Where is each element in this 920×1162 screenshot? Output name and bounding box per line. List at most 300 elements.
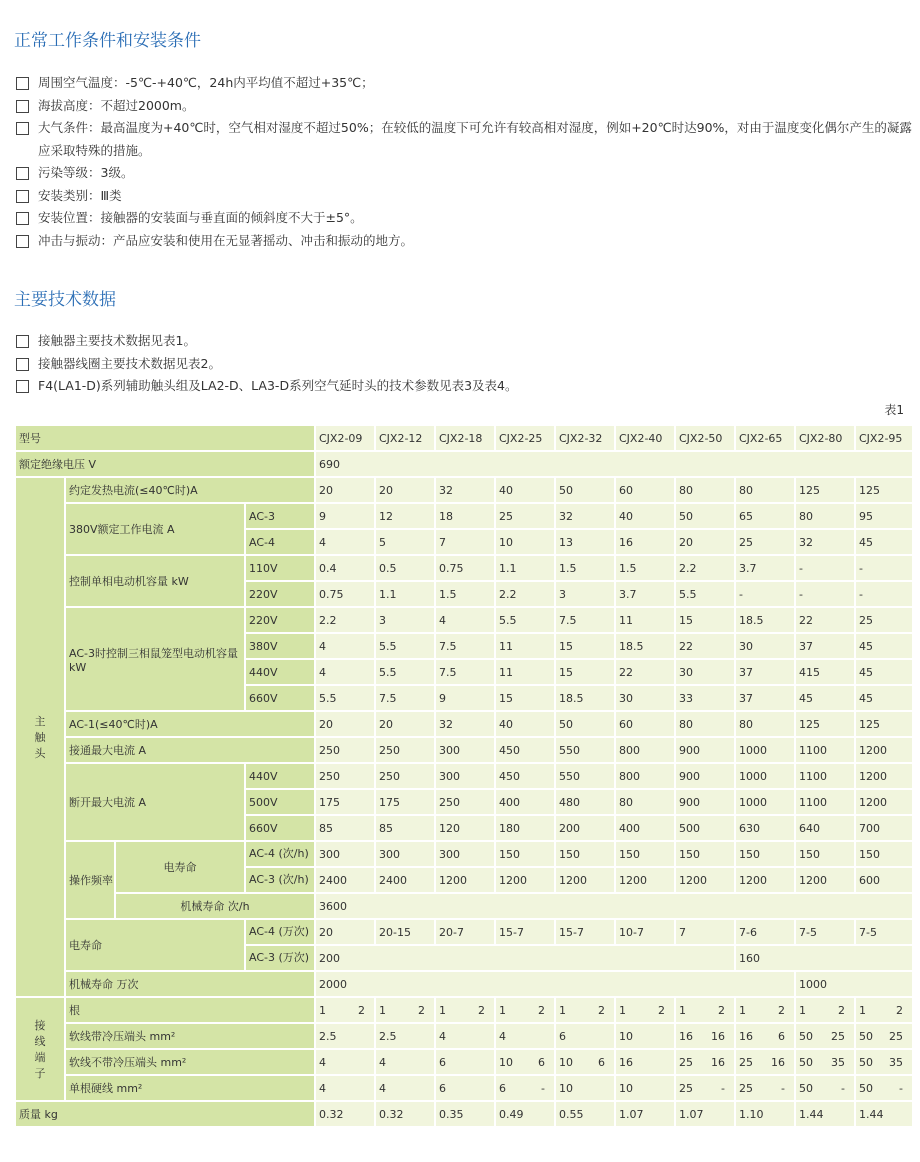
list-item-text: 周围空气温度：-5℃-+40℃，24h内平均值不超过+35℃；	[38, 75, 374, 90]
value-cell: 150	[556, 842, 616, 868]
value-cell	[556, 1024, 616, 1050]
value-cell: 0.49	[496, 1102, 556, 1128]
table-row	[16, 478, 914, 504]
value-text: 4	[319, 1081, 326, 1095]
value-cell: 0.75	[316, 582, 376, 608]
table-row	[16, 452, 914, 478]
value-text: 6	[559, 1029, 566, 1043]
sub-label: AC-3 (次/h)	[246, 868, 316, 894]
value-cell: 5	[376, 530, 436, 556]
list-item	[16, 230, 916, 253]
value-text: 2	[358, 1003, 365, 1017]
conditions-list	[16, 72, 916, 252]
value-cell: 32	[796, 530, 856, 556]
value-cell: 4	[316, 660, 376, 686]
value-cell	[676, 1050, 736, 1076]
value-cell: 60	[616, 712, 676, 738]
value-text: 2	[598, 1003, 605, 1017]
value-cell: 20	[376, 712, 436, 738]
value-cell	[736, 1050, 796, 1076]
value-text: 6	[499, 1081, 506, 1095]
value-cell: 4	[316, 530, 376, 556]
value-cell: 85	[316, 816, 376, 842]
sub-label: 660V	[246, 816, 316, 842]
value-cell: 1200	[736, 868, 796, 894]
value-cell	[736, 998, 796, 1024]
value-text: 2	[478, 1003, 485, 1017]
value-text: 16	[771, 1055, 785, 1069]
value-text: 2	[658, 1003, 665, 1017]
value-cell: 22	[796, 608, 856, 634]
value-cell: 160	[736, 946, 914, 972]
value-text: 25	[831, 1029, 845, 1043]
value-cell: 5.5	[676, 582, 736, 608]
checkbox-icon	[16, 167, 29, 180]
list-item-text: 污染等级：3级。	[38, 165, 134, 180]
model-header: CJX2-50	[676, 426, 736, 452]
value-cell: 250	[316, 764, 376, 790]
table-caption: 表1	[884, 403, 904, 417]
value-cell: 33	[676, 686, 736, 712]
value-text: 35	[889, 1055, 903, 1069]
value-cell: 300	[436, 842, 496, 868]
value-cell	[316, 1024, 376, 1050]
value-cell: 0.75	[436, 556, 496, 582]
value-cell: 550	[556, 764, 616, 790]
value-cell: 11	[616, 608, 676, 634]
value-cell: 80	[676, 712, 736, 738]
table-row	[16, 998, 914, 1024]
value-cell: 50	[556, 712, 616, 738]
list-item-text: 海拔高度：不超过2000m。	[38, 97, 195, 113]
value-cell: 125	[856, 712, 914, 738]
value-cell: 1200	[616, 868, 676, 894]
value-cell: 20	[316, 920, 376, 946]
value-cell	[496, 1050, 556, 1076]
checkbox-icon	[16, 122, 29, 135]
value-cell	[376, 1024, 436, 1050]
value-cell: 7.5	[556, 608, 616, 634]
value-cell	[436, 1050, 496, 1076]
value-cell: 0.5	[376, 556, 436, 582]
value-cell: 1000	[736, 764, 796, 790]
sub-label: 110V	[246, 556, 316, 582]
value-text: 10	[619, 1029, 633, 1043]
value-cell: 80	[736, 478, 796, 504]
value-cell	[376, 998, 436, 1024]
value-cell: 7.5	[436, 634, 496, 660]
value-cell	[436, 1024, 496, 1050]
value-cell: 15	[496, 686, 556, 712]
group-label: AC-3时控制三相鼠笼型电动机容量 kW	[66, 608, 246, 712]
value-cell: 900	[676, 764, 736, 790]
table-row	[16, 1102, 914, 1128]
value-cell: -	[736, 582, 796, 608]
value-text: 10	[559, 1055, 573, 1069]
checkbox-icon	[16, 335, 29, 348]
value-cell: 1.5	[436, 582, 496, 608]
value-cell	[796, 1024, 856, 1050]
model-header: CJX2-65	[736, 426, 796, 452]
value-cell: 2400	[376, 868, 436, 894]
value-cell: -	[796, 556, 856, 582]
value-cell: 45	[856, 660, 914, 686]
value-cell: 150	[856, 842, 914, 868]
value-cell: 1000	[796, 972, 914, 998]
value-cell	[616, 1024, 676, 1050]
row-label: 机械寿命 万次	[66, 972, 316, 998]
value-cell	[376, 1076, 436, 1102]
sub-label: 440V	[246, 660, 316, 686]
value-cell: 12	[376, 504, 436, 530]
value-cell: 11	[496, 660, 556, 686]
value-cell: 1.5	[616, 556, 676, 582]
value-text: 10	[619, 1081, 633, 1095]
value-cell: 50	[676, 504, 736, 530]
value-cell: 13	[556, 530, 616, 556]
value-cell	[796, 998, 856, 1024]
value-text: 25	[679, 1081, 693, 1095]
value-text: 1	[499, 1003, 506, 1017]
value-cell: 300	[376, 842, 436, 868]
value-cell: 45	[856, 686, 914, 712]
model-header: CJX2-18	[436, 426, 496, 452]
row-label: AC-1(≤40℃时)A	[66, 712, 316, 738]
value-cell	[436, 998, 496, 1024]
list-item	[16, 95, 916, 118]
value-cell: 1.44	[856, 1102, 914, 1128]
list-item	[16, 330, 916, 353]
value-text: 2.5	[379, 1029, 397, 1043]
value-cell: 11	[496, 634, 556, 660]
list-item	[16, 207, 916, 230]
value-cell: 150	[736, 842, 796, 868]
value-cell: 15-7	[496, 920, 556, 946]
value-text: 16	[739, 1029, 753, 1043]
value-cell: 1100	[796, 738, 856, 764]
value-cell: 7.5	[436, 660, 496, 686]
value-cell: 1.44	[796, 1102, 856, 1128]
sub-label: 电寿命	[116, 842, 246, 894]
value-text: 16	[711, 1029, 725, 1043]
value-text: 1	[799, 1003, 806, 1017]
value-cell	[316, 1076, 376, 1102]
value-cell	[316, 1050, 376, 1076]
value-cell: 125	[796, 478, 856, 504]
value-cell: 5.5	[376, 660, 436, 686]
list-item-text: 接触器主要技术数据见表1。	[38, 333, 196, 348]
value-cell: 300	[436, 764, 496, 790]
value-cell: 630	[736, 816, 796, 842]
value-text: 35	[831, 1055, 845, 1069]
value-cell: 175	[376, 790, 436, 816]
value-cell: 1.1	[496, 556, 556, 582]
value-cell: 2.2	[496, 582, 556, 608]
value-cell: 45	[796, 686, 856, 712]
value-cell: 7.5	[376, 686, 436, 712]
value-text: 50	[859, 1029, 873, 1043]
value-cell	[616, 1050, 676, 1076]
value-cell: 0.4	[316, 556, 376, 582]
techdata-list	[16, 330, 916, 398]
value-cell: 1200	[856, 764, 914, 790]
value-cell: 3.7	[616, 582, 676, 608]
list-item	[16, 162, 916, 185]
main-contacts-label: 主 触 头	[16, 478, 66, 998]
table-row	[16, 1076, 914, 1102]
value-text: 2	[838, 1003, 845, 1017]
value-text: 1	[679, 1003, 686, 1017]
value-cell: 1.1	[376, 582, 436, 608]
value-cell: 20	[316, 478, 376, 504]
value-text: 1	[739, 1003, 746, 1017]
model-header: CJX2-09	[316, 426, 376, 452]
value-text: 50	[859, 1081, 873, 1095]
value-text: 10	[499, 1055, 513, 1069]
value-cell: 15	[556, 660, 616, 686]
value-cell	[496, 1076, 556, 1102]
value-cell: 200	[556, 816, 616, 842]
value-text: 1	[619, 1003, 626, 1017]
value-cell: 22	[616, 660, 676, 686]
value-cell: 18.5	[736, 608, 796, 634]
value-cell: 200	[316, 946, 736, 972]
value-text: 6	[598, 1055, 605, 1069]
value-cell: 7	[436, 530, 496, 556]
value-cell: 550	[556, 738, 616, 764]
header-row	[16, 426, 914, 452]
value-cell: 150	[496, 842, 556, 868]
value-text: 6	[538, 1055, 545, 1069]
table-row	[16, 894, 914, 920]
value-cell: 1.07	[616, 1102, 676, 1128]
list-item-text: 冲击与振动：产品应安装和使用在无显著摇动、冲击和振动的地方。	[38, 232, 414, 248]
value-cell: 250	[316, 738, 376, 764]
value-text: 2.5	[319, 1029, 337, 1043]
value-cell: 415	[796, 660, 856, 686]
model-header: CJX2-80	[796, 426, 856, 452]
value-cell	[856, 1076, 914, 1102]
value-cell: 2400	[316, 868, 376, 894]
freq-label: 操作频率	[66, 842, 116, 920]
value-cell: 1000	[736, 738, 796, 764]
value-cell: 7-5	[796, 920, 856, 946]
value-cell: 37	[736, 686, 796, 712]
value-cell: 150	[796, 842, 856, 868]
row-label: 单根硬线 mm²	[66, 1076, 316, 1102]
checkbox-icon	[16, 380, 29, 393]
value-cell	[856, 1024, 914, 1050]
value-cell: 18.5	[556, 686, 616, 712]
section-title-conditions: 正常工作条件和安装条件	[14, 31, 201, 51]
sub-label: 660V	[246, 686, 316, 712]
value-text: 4	[499, 1029, 506, 1043]
list-item	[16, 72, 916, 95]
value-cell	[316, 998, 376, 1024]
value-cell: 1.07	[676, 1102, 736, 1128]
value-cell: 37	[796, 634, 856, 660]
row-label: 软线不带冷压端头 mm²	[66, 1050, 316, 1076]
value-cell	[736, 1076, 796, 1102]
value-cell: 1200	[496, 868, 556, 894]
sub-label: 220V	[246, 582, 316, 608]
value-cell: 18.5	[616, 634, 676, 660]
value-cell: 85	[376, 816, 436, 842]
value-cell: 250	[376, 738, 436, 764]
value-cell: 2.2	[316, 608, 376, 634]
value-cell: 900	[676, 790, 736, 816]
checkbox-icon	[16, 100, 29, 113]
value-cell: 150	[676, 842, 736, 868]
section-title-techdata: 主要技术数据	[14, 290, 116, 310]
value-cell: 900	[676, 738, 736, 764]
sub-label: AC-3 (万次)	[246, 946, 316, 972]
value-cell: 1200	[676, 868, 736, 894]
value-cell: 2000	[316, 972, 796, 998]
value-text: 4	[319, 1055, 326, 1069]
value-cell	[676, 1024, 736, 1050]
table-row	[16, 1050, 914, 1076]
value-text: 16	[679, 1029, 693, 1043]
value-cell: 80	[796, 504, 856, 530]
value-cell: 3.7	[736, 556, 796, 582]
value-cell: 10-7	[616, 920, 676, 946]
sub-label: 500V	[246, 790, 316, 816]
value-cell: 1200	[856, 790, 914, 816]
value-cell: -	[796, 582, 856, 608]
list-item	[16, 375, 916, 398]
value-cell: 4	[436, 608, 496, 634]
value-text: 4	[439, 1029, 446, 1043]
value-cell: 7	[676, 920, 736, 946]
value-cell: 480	[556, 790, 616, 816]
model-header: CJX2-12	[376, 426, 436, 452]
checkbox-icon	[16, 235, 29, 248]
value-text: 4	[379, 1081, 386, 1095]
table-row	[16, 842, 914, 868]
value-cell: 120	[436, 816, 496, 842]
value-text: 4	[379, 1055, 386, 1069]
value-cell	[616, 1076, 676, 1102]
value-cell: 125	[856, 478, 914, 504]
value-cell: 32	[436, 712, 496, 738]
value-cell	[796, 1050, 856, 1076]
value-cell: 7-5	[856, 920, 914, 946]
model-header: CJX2-40	[616, 426, 676, 452]
value-cell: -	[856, 556, 914, 582]
value-text: 6	[778, 1029, 785, 1043]
terminal-label: 接 线 端 子	[16, 998, 66, 1102]
value-cell: 65	[736, 504, 796, 530]
value-cell: 1200	[556, 868, 616, 894]
value-cell: 125	[796, 712, 856, 738]
row-label: 质量 kg	[16, 1102, 316, 1128]
value-cell: 640	[796, 816, 856, 842]
value-text: 1	[319, 1003, 326, 1017]
value-cell	[556, 1050, 616, 1076]
value-cell: 20	[316, 712, 376, 738]
table-row	[16, 1024, 914, 1050]
value-cell	[856, 998, 914, 1024]
value-cell: 25	[496, 504, 556, 530]
value-cell: 180	[496, 816, 556, 842]
value-text: -	[841, 1081, 845, 1095]
value-cell: 4	[316, 634, 376, 660]
value-cell: 30	[676, 660, 736, 686]
value-cell: 5.5	[496, 608, 556, 634]
value-cell: 450	[496, 764, 556, 790]
value-cell: 500	[676, 816, 736, 842]
value-text: 1	[859, 1003, 866, 1017]
value-cell: 40	[496, 712, 556, 738]
value-text: -	[781, 1081, 785, 1095]
value-cell: 2.2	[676, 556, 736, 582]
value-cell: 40	[616, 504, 676, 530]
value-cell: -	[856, 582, 914, 608]
value-cell: 80	[616, 790, 676, 816]
value-text: 16	[711, 1055, 725, 1069]
value-cell: 15	[676, 608, 736, 634]
value-cell: 45	[856, 530, 914, 556]
value-cell: 9	[316, 504, 376, 530]
value-cell: 150	[616, 842, 676, 868]
value-cell	[676, 998, 736, 1024]
value-cell: 20	[676, 530, 736, 556]
spec-table	[16, 426, 914, 1128]
value-text: 25	[739, 1081, 753, 1095]
model-header: CJX2-32	[556, 426, 616, 452]
value-cell: 1200	[796, 868, 856, 894]
list-item-text: F4(LA1-D)系列辅助触头组及LA2-D、LA3-D系列空气延时头的技术参数见表3及表4。	[38, 378, 518, 393]
value-text: 50	[799, 1081, 813, 1095]
list-item-text: 安装类别：Ⅲ类	[38, 187, 122, 203]
value-cell: 7-6	[736, 920, 796, 946]
list-item-text: 安装位置：接触器的安装面与垂直面的倾斜度不大于±5°。	[38, 210, 363, 225]
table-row	[16, 738, 914, 764]
value-cell	[496, 998, 556, 1024]
group-label: 电寿命	[66, 920, 246, 972]
value-cell: 80	[736, 712, 796, 738]
value-text: 6	[439, 1055, 446, 1069]
sub-label: AC-3	[246, 504, 316, 530]
value-text: 2	[418, 1003, 425, 1017]
checkbox-icon	[16, 212, 29, 225]
list-item-text: 大气条件：最高温度为+40℃时，空气相对湿度不超过50%；在较低的温度下可允许有较高相对湿度，例如+20℃时达90%，对由于温度变化偶尔产生的凝露应采取特殊的措施。	[38, 120, 912, 158]
value-cell: 1.10	[736, 1102, 796, 1128]
value-cell	[436, 1076, 496, 1102]
value-cell: 0.35	[436, 1102, 496, 1128]
value-cell: 3600	[316, 894, 914, 920]
value-cell: 250	[436, 790, 496, 816]
value-text: 16	[619, 1055, 633, 1069]
sub-label: 220V	[246, 608, 316, 634]
table-row	[16, 920, 914, 946]
value-cell: 1200	[856, 738, 914, 764]
value-text: 1	[439, 1003, 446, 1017]
value-text: 10	[559, 1081, 573, 1095]
group-label: 380V额定工作电流 A	[66, 504, 246, 556]
value-cell: 40	[496, 478, 556, 504]
value-cell: 700	[856, 816, 914, 842]
value-cell	[676, 1076, 736, 1102]
table-row	[16, 764, 914, 790]
row-label: 约定发热电流(≤40℃时)A	[66, 478, 316, 504]
value-cell: 5.5	[376, 634, 436, 660]
value-cell	[376, 1050, 436, 1076]
value-cell	[736, 1024, 796, 1050]
list-item	[16, 185, 916, 208]
value-text: 25	[739, 1055, 753, 1069]
